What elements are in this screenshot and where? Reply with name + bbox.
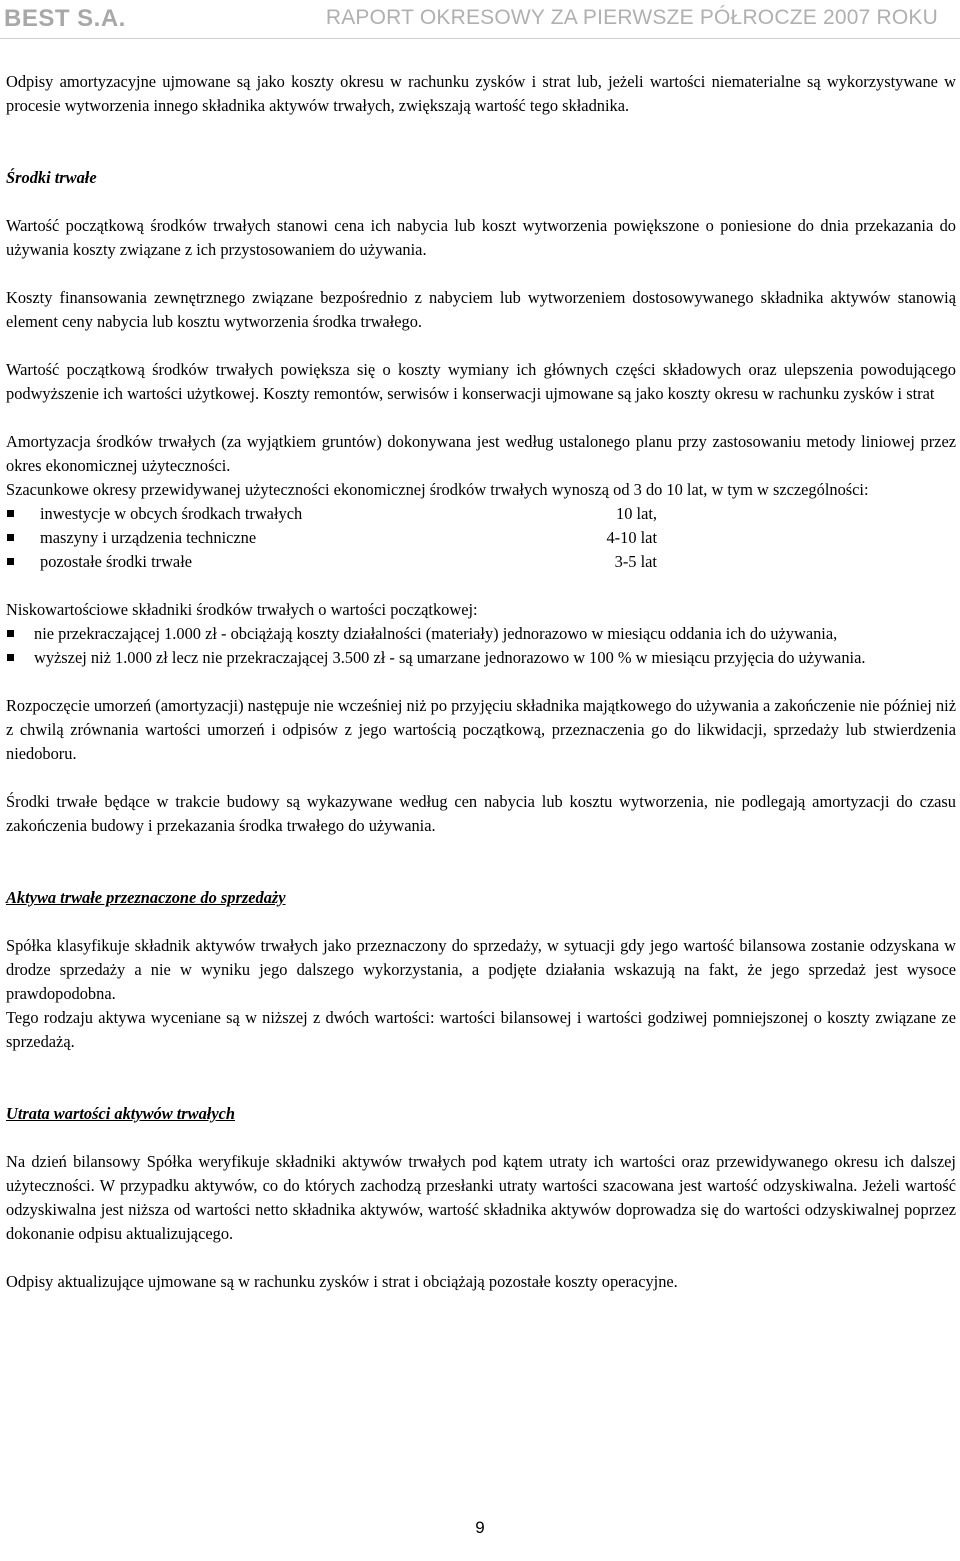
fixed-assets-paragraph-1: Wartość początkową środków trwałych stanowi cena ich nabycia lub koszt wytworzenia powiększone o poniesione do dnia przekazania do używania koszty związane z ich przystosowaniem do używania.	[6, 216, 956, 259]
header-divider	[0, 38, 960, 39]
list-item: pozostałe środki trwałe 3-5 lat	[6, 550, 657, 574]
page-header	[0, 0, 960, 38]
impairment-paragraph-1: Na dzień bilansowy Spółka weryfikuje składniki aktywów trwałych pod kątem utraty ich wartości oraz przewidywanego okresu ich dalszej użyteczności. W przypadku aktywów, co do których zachodzą przesłanki utraty wartości szacowana jest wartość odzyskiwalna. Jeżeli wartość odzyskiwalna jest niższa od wartości netto składnika aktywów, wartość składnika aktywów doprowadza się do wartości odzyskiwalnej poprzez dokonanie odpisu aktualizującego.	[6, 1152, 956, 1243]
report-title: RAPORT OKRESOWY ZA PIERWSZE PÓŁROCZE 2007 ROKU	[325, 6, 938, 29]
fixed-assets-paragraph-7: Środki trwałe będące w trakcie budowy są wykazywane według cen nabycia lub kosztu wytworzenia, nie podlegają amortyzacji do czasu zakończenia budowy i przekazania środka trwałego do używania.	[6, 792, 956, 835]
impairment-paragraph-2: Odpisy aktualizujące ujmowane są w rachunku zysków i strat i obciążają pozostałe koszty operacyjne.	[6, 1272, 678, 1291]
fixed-assets-paragraph-4: Amortyzacja środków trwałych (za wyjątkiem gruntów) dokonywana jest według ustalonego planu przy zastosowaniu metody liniowej przez okres ekonomicznej użyteczności.	[6, 432, 956, 475]
list-item: maszyny i urządzenia techniczne 4-10 lat	[6, 526, 657, 550]
section-title-impairment: Utrata wartości aktywów trwałych	[6, 1104, 236, 1123]
low-value-intro: Niskowartościowe składniki środków trwałych o wartości początkowej:	[6, 600, 478, 619]
document-body	[6, 70, 956, 1294]
section-title-fixed-assets: Środki trwałe	[6, 168, 97, 187]
held-for-sale-paragraph-2: Tego rodzaju aktywa wyceniane są w niższej z dwóch wartości: wartości bilansowej i wartości godziwej pomniejszonej o koszty związane ze sprzedażą.	[6, 1008, 956, 1051]
section-title-held-for-sale: Aktywa trwałe przeznaczone do sprzedaży	[6, 888, 286, 907]
page-number: 9	[475, 1518, 485, 1537]
list-item: wyższej niż 1.000 zł lecz nie przekraczającej 3.500 zł - są umarzane jednorazowo w 100 % w miesiącu przyjęcia do używania.	[6, 646, 956, 670]
company-name: BEST S.A.	[4, 5, 126, 32]
low-value-list	[6, 622, 956, 670]
intro-paragraph: Odpisy amortyzacyjne ujmowane są jako koszty okresu w rachunku zysków i strat lub, jeżeli wartości niematerialne są wykorzystywane w procesie wytworzenia innego składnika aktywów trwałych, zwiększają wartość tego składnika.	[6, 72, 956, 115]
fixed-assets-paragraph-3: Wartość początkową środków trwałych powiększa się o koszty wymiany ich głównych części składowych oraz ulepszenia powodującego podwyższenie ich wartości użytkowej. Koszty remontów, serwisów i konserwacji ujmowane są jako koszty okresu w rachunku zysków i strat	[6, 360, 956, 403]
list-item: nie przekraczającej 1.000 zł - obciążają koszty działalności (materiały) jednorazowo w miesiącu oddania ich do używania,	[6, 622, 956, 646]
useful-life-list	[6, 502, 956, 574]
list-item: inwestycje w obcych środkach trwałych 10 lat,	[6, 502, 657, 526]
held-for-sale-paragraph-1: Spółka klasyfikuje składnik aktywów trwałych jako przeznaczony do sprzedaży, w sytuacji gdy jego wartość bilansowa zostanie odzyskana w drodze sprzedaży a nie w wyniku jego dalszego wykorzystania, a podjęte działania wskazują na fakt, że jego sprzedaż jest wysoce prawdopodobna.	[6, 936, 956, 1003]
fixed-assets-paragraph-5: Szacunkowe okresy przewidywanej użyteczności ekonomicznej środków trwałych wynoszą od 3 do 10 lat, w tym w szczególności:	[6, 480, 869, 499]
fixed-assets-paragraph-2: Koszty finansowania zewnętrznego związane bezpośrednio z nabyciem lub wytworzeniem dostosowywanego składnika aktywów stanowią element ceny nabycia lub kosztu wytworzenia środka trwałego.	[6, 288, 956, 331]
fixed-assets-paragraph-6: Rozpoczęcie umorzeń (amortyzacji) następuje nie wcześniej niż po przyjęciu składnika majątkowego do używania a zakończenie nie później niż z chwilą zrównania wartości umorzeń i odpisów z jego wartością początkową, przeznaczenia go do likwidacji, sprzedaży lub stwierdzenia niedoboru.	[6, 696, 956, 763]
